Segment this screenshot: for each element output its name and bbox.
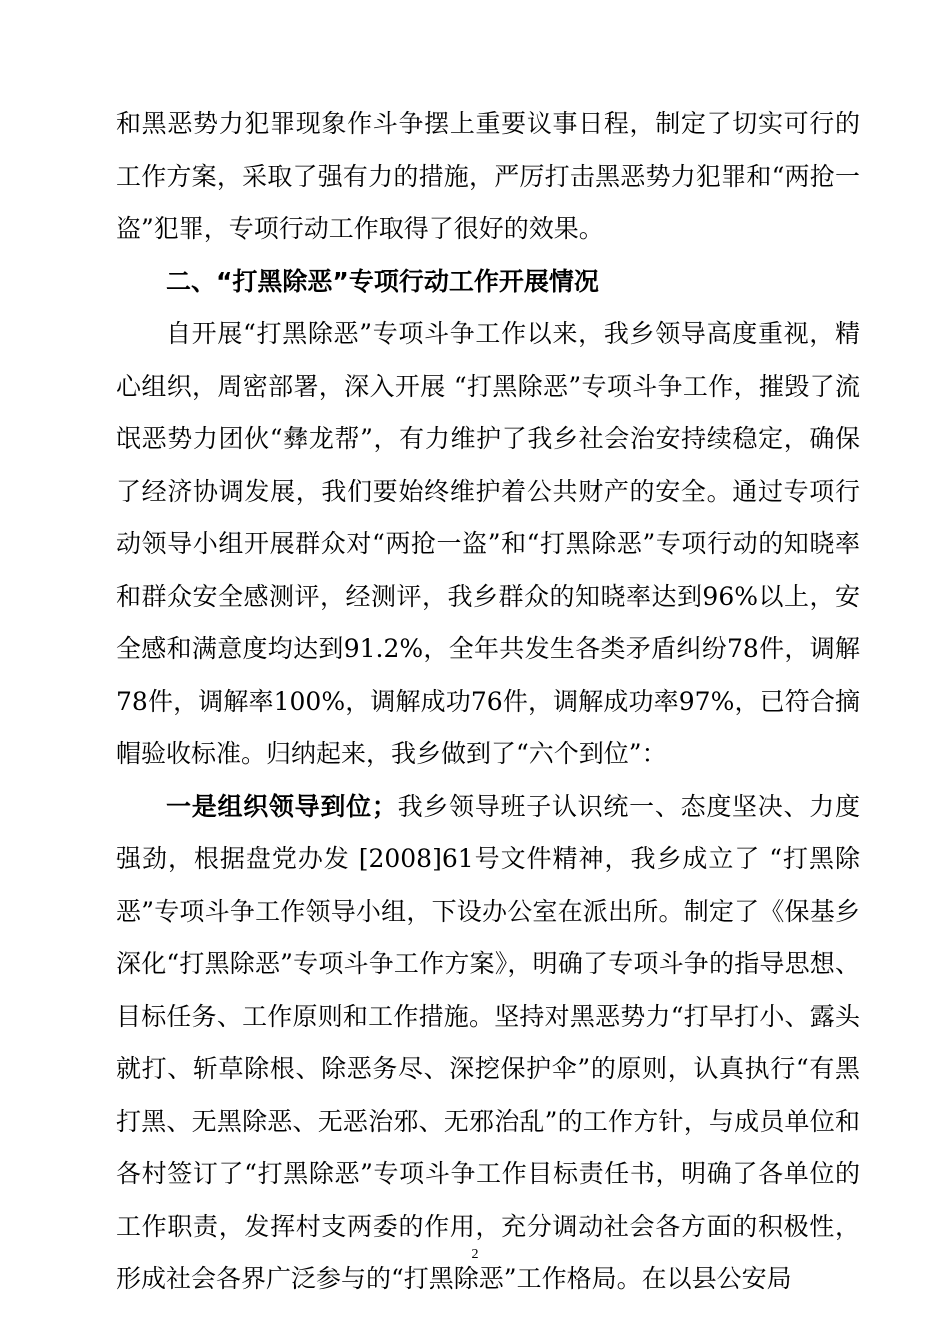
continuation-paragraph: 和黑恶势力犯罪现象作斗争摆上重要议事日程，制定了切实可行的工作方案，采取了强有力的措施，严厉打击黑恶势力犯罪和“两抢一盗”犯罪，专项行动工作取得了很好的效果。 <box>116 109 860 243</box>
point-one-body: 我乡领导班子认识统一、态度坚决、力度强劲，根据盘党办发 [2008]61号文件精神，我乡成立了 “打黑除恶”专项斗争工作领导小组，下设办公室在派出所。制定了《保基乡深化“打黑除恶”专项斗争工作方案》，明确了专项斗争的指导思想、目标任务、工作原则和工作措施。坚持对黑恶势力“打早打小、露头就打、斩草除根、除恶务尽、深挖保护伞”的原则，认真执行“有黑打黑、无黑除恶、无恶治邪、无邪治乱”的工作方针，与成员单位和各村签订了“打黑除恶”专项斗争工作目标责任书，明确了各单位的工作职责，发挥村支两委的作用，充分调动社会各方面的积极性，形成社会各界广泛参与的“打黑除恶”工作格局。在以县公安局 <box>116 791 860 1293</box>
body-text <box>116 98 860 1306</box>
point-one-paragraph <box>116 781 860 1306</box>
page-number: 2 <box>471 1247 479 1262</box>
section-heading: 二、“打黑除恶”专项行动工作开展情况 <box>166 266 599 296</box>
overview-paragraph: 自开展“打黑除恶”专项斗争工作以来，我乡领导高度重视，精心组织，周密部署，深入开展 “打黑除恶”专项斗争工作，摧毁了流氓恶势力团伙“彝龙帮”，有力维护了我乡社会治安持续稳定，确保了经济协调发展，我们要始终维护着公共财产的安全。通过专项行动领导小组开展群众对“两抢一盗”和“打黑除恶”专项行动的知晓率和群众安全感测评，经测评，我乡群众的知晓率达到96%以上，安全感和满意度均达到91.2%，全年共发生各类矛盾纠纷78件，调解78件，调解率100%，调解成功76件，调解成功率97%，已符合摘帽验收标准。归纳起来，我乡做到了“六个到位”： <box>116 319 860 768</box>
point-one-lead: 一是组织领导到位； <box>166 791 397 821</box>
